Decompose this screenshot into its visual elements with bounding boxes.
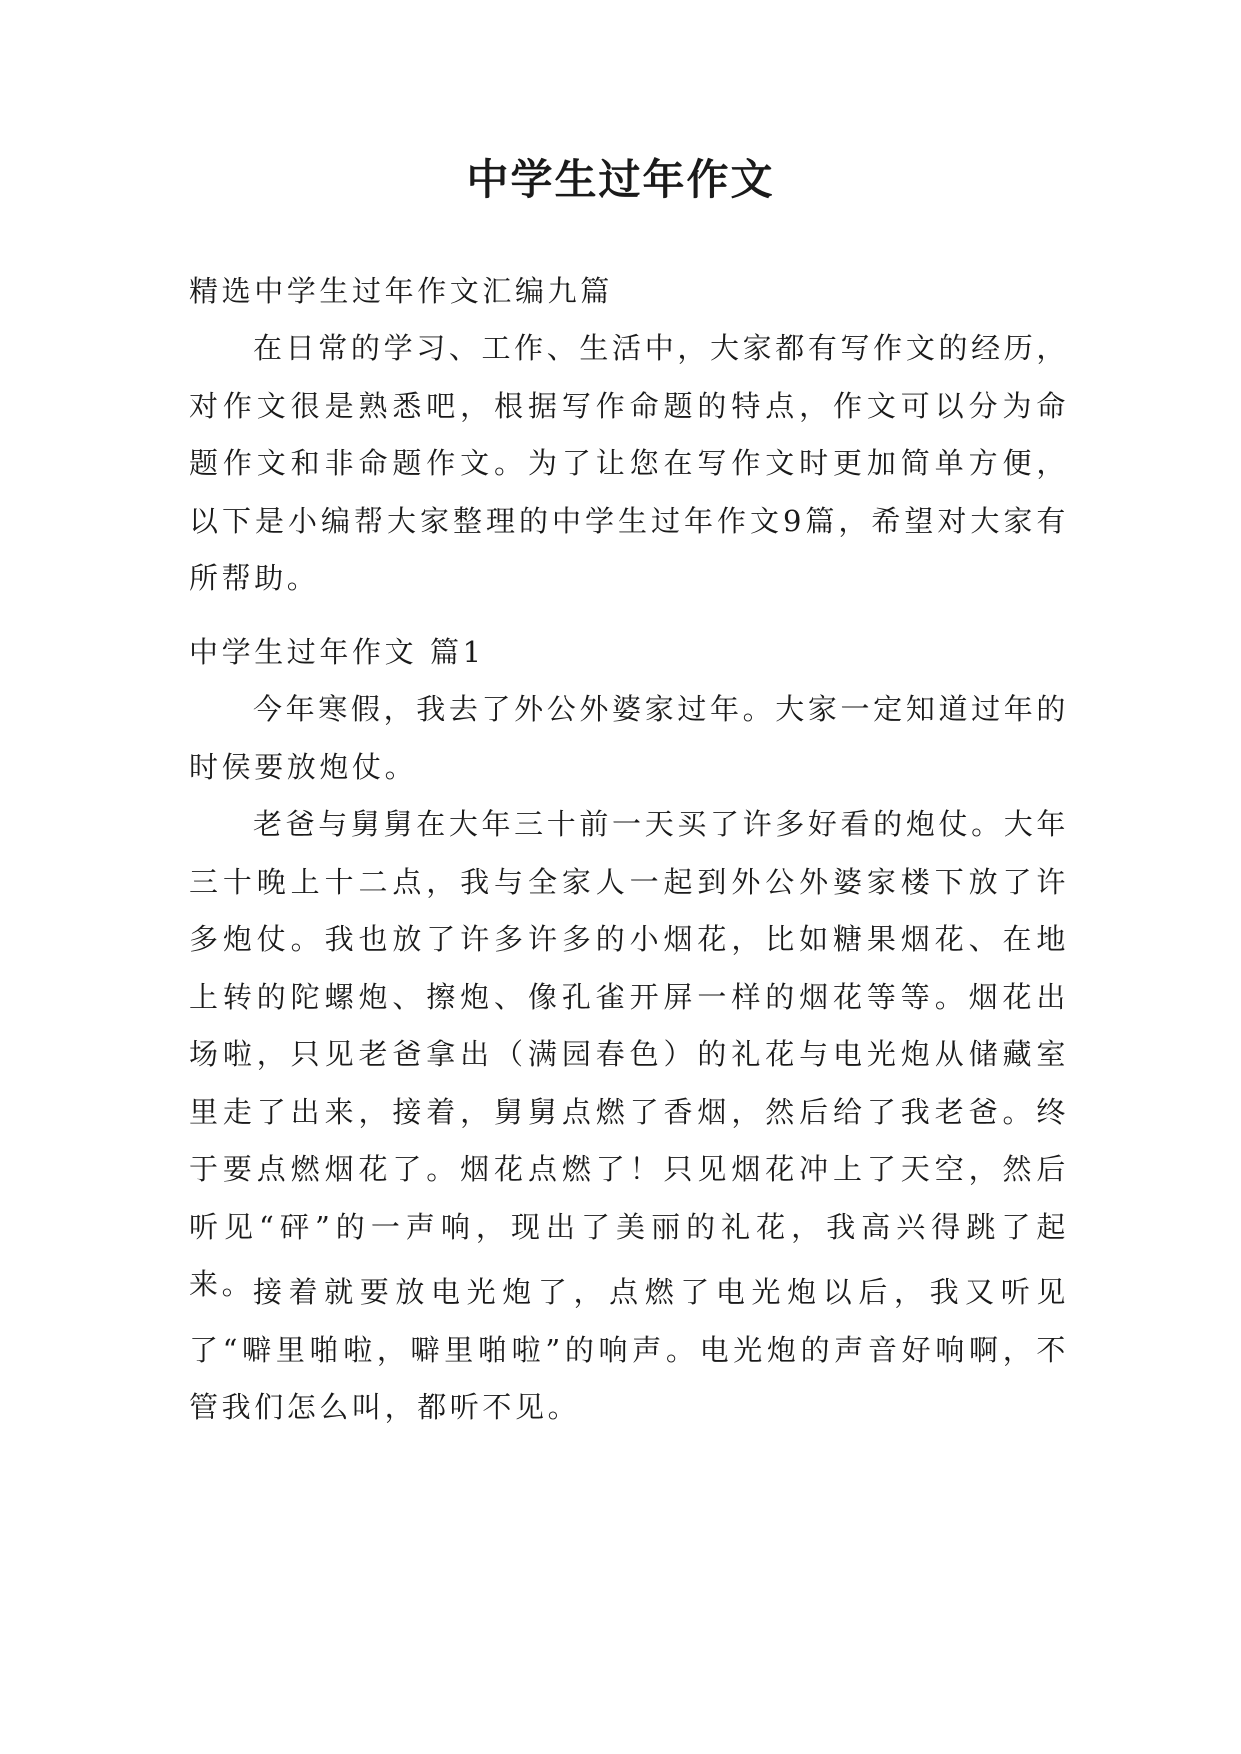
body-paragraph: 老爸与舅舅在大年三十前一天买了许多好看的炮仗。大年三十晚上十二点，我与全家人一起到外公外婆家楼下放了许多炮仗。我也放了许多许多的小烟花，比如糖果烟花、在地上转的陀螺炮、擦炮、像孔雀开屏一样的烟花等等。烟花出场啦，只见老爸拿出（满园春色）的礼花与电光炮从储藏室里走了出来，接着，舅舅点燃了香烟，然后给了我老爸。终于要点燃烟花了。烟花点燃了！只见烟花冲上了天空，然后听见“砰”的一声响，现出了美丽的礼花，我高兴得跳了起来。	[189, 807, 1069, 1301]
document-subtitle: 精选中学生过年作文汇编九篇	[189, 274, 613, 308]
body-paragraph: 接着就要放电光炮了，点燃了电光炮以后，我又听见了“噼里啪啦，噼里啪啦”的响声。电光炮的声音好响啊，不管我们怎么叫，都听不见。	[189, 1275, 1069, 1424]
body-paragraph: 今年寒假，我去了外公外婆家过年。大家一定知道过年的时侯要放炮仗。	[189, 692, 1069, 784]
intro-paragraph: 在日常的学习、工作、生活中，大家都有写作文的经历，对作文很是熟悉吧，根据写作命题的特点，作文可以分为命题作文和非命题作文。为了让您在写作文时更加简单方便，以下是小编帮大家整理的中学生过年作文9篇，希望对大家有所帮助。	[189, 331, 1069, 595]
page-title: 中学生过年作文	[466, 155, 775, 204]
section-heading: 中学生过年作文 篇1	[189, 635, 485, 669]
